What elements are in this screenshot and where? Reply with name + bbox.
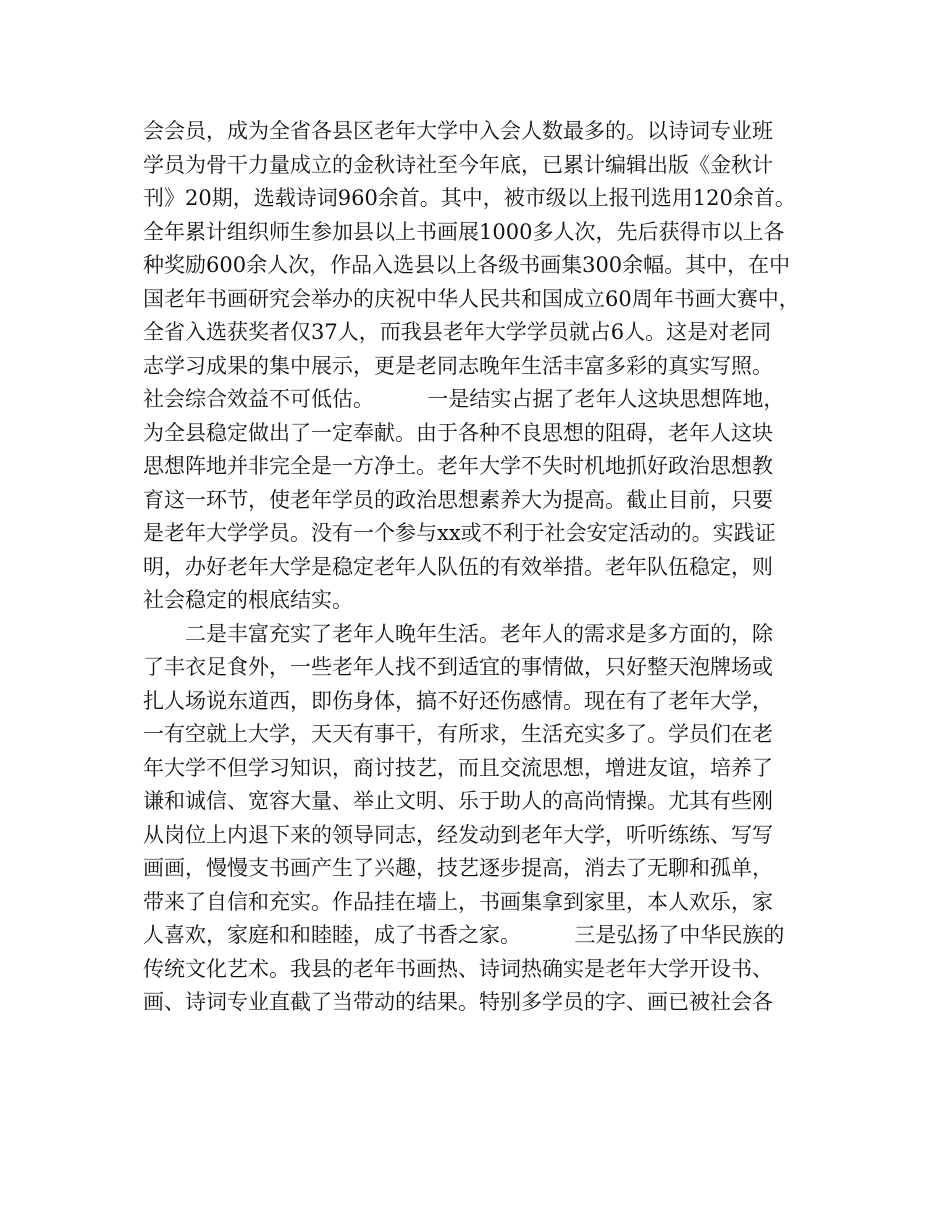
text-line: 是老年大学学员。没有一个参与xx或不利于社会安定活动的。实践证	[143, 521, 776, 545]
body-text	[143, 115, 843, 1020]
text-line: 刊》20期，选载诗词960余首。其中，被市级以上报刊选用120余首。	[143, 186, 796, 210]
text-line: 扎人场说东道西，即伤身体，搞不好还伤感情。现在有了老年大学，	[143, 688, 773, 713]
text-line: 育这一环节，使老年学员的政治思想素养大为提高。截止目前，只要	[143, 487, 773, 512]
text-line: 思想阵地并非完全是一方净土。老年大学不失时机地抓好政治思想教	[143, 454, 773, 478]
text-line: 全省入选获奖者仅37人，而我县老年大学学员就占6人。这是对老同	[143, 320, 772, 344]
text-line: 为全县稳定做出了一定奉献。由于各种不良思想的阻碍，老年人这块	[143, 420, 773, 445]
text-line: 从岗位上内退下来的领导同志，经发动到老年大学，听听练练、写写	[143, 822, 773, 847]
text-line: 社会综合效益不可低估。 一是结实占据了老年人这块思想阵地，	[143, 387, 785, 411]
text-line: 传统文化艺术。我县的老年书画热、诗词热确实是老年大学开设书、	[143, 956, 773, 981]
text-line: 国老年书画研究会举办的庆祝中华人民共和国成立60周年书画大赛中，	[143, 286, 800, 311]
text-line: 人喜欢，家庭和和睦睦，成了书香之家。 三是弘扬了中华民族的	[143, 923, 785, 947]
text-line: 谦和诚信、宽容大量、举止文明、乐于助人的高尚情操。尤其有些刚	[143, 789, 773, 813]
text-line: 明，办好老年大学是稳定老年人队伍的有效举措。老年队伍稳定，则	[143, 554, 773, 579]
paragraph-first-line: 二是丰富充实了老年人晚年生活。老年人的需求是多方面的，除	[185, 621, 773, 646]
text-line: 了丰衣足食外，一些老年人找不到适宜的事情做，只好整天泡牌场或	[143, 655, 773, 679]
text-line: 带来了自信和充实。作品挂在墙上，书画集拿到家里，本人欢乐，家	[143, 889, 773, 914]
text-line: 画画，慢慢支书画产生了兴趣，技艺逐步提高，消去了无聊和孤单，	[143, 856, 773, 880]
text-line: 种奖励600余人次，作品入选县以上各级书画集300余幅。其中，在中	[143, 253, 791, 277]
text-line: 全年累计组织师生参加县以上书画展1000多人次，先后获得市以上各	[143, 219, 785, 244]
text-line: 会会员，成为全省各县区老年大学中入会人数最多的。以诗词专业班	[143, 119, 773, 143]
text-line: 一有空就上大学，天天有事干，有所求，生活充实多了。学员们在老	[143, 722, 773, 746]
text-line: 学员为骨干力量成立的金秋诗社至今年底，已累计编辑出版《金秋计	[143, 152, 773, 177]
text-line: 志学习成果的集中展示，更是老同志晚年生活丰富多彩的真实写照。	[143, 353, 773, 378]
text-line: 画、诗词专业直截了当带动的结果。特别多学员的字、画已被社会各	[143, 990, 773, 1014]
text-line: 社会稳定的根底结实。	[143, 588, 353, 612]
text-line: 年大学不但学习知识，商讨技艺，而且交流思想，增进友谊，培养了	[143, 755, 773, 780]
